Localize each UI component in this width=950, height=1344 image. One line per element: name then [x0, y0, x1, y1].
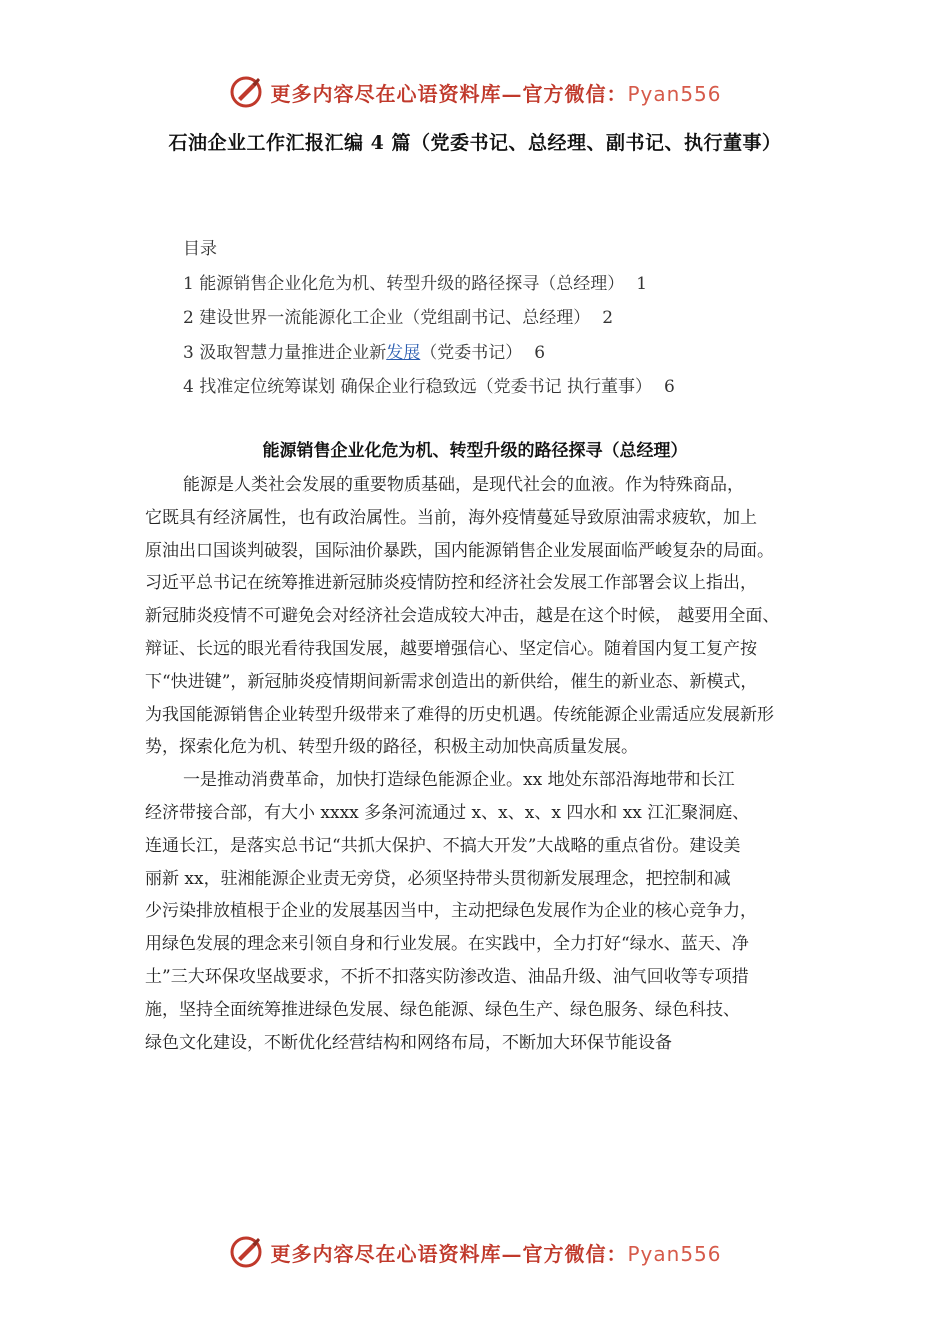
paragraph-line: 新冠肺炎疫情不可避免会对经济社会造成较大冲击，越是在这个时候， 越要用全面、 — [145, 606, 780, 627]
document-title: 石油企业工作汇报汇编 4 篇（党委书记、总经理、副书记、执行董事） — [168, 132, 782, 154]
toc-item-page: 6 — [534, 342, 546, 363]
header-banner — [0, 72, 950, 112]
paragraph-line: 势，探索化危为机、转型升级的路径，积极主动加快高质量发展。 — [145, 737, 638, 758]
paragraph-line: 土”三大环保攻坚战要求，不折不扣落实防渗改造、油品升级、油气回收等专项措 — [145, 966, 749, 987]
paragraph-line: 少污染排放植根于企业的发展基因当中，主动把绿色发展作为企业的核心竞争力， — [145, 901, 757, 922]
section-body — [145, 469, 815, 1059]
brand-logo-icon — [228, 1234, 264, 1270]
brand-logo-icon — [228, 74, 264, 110]
paragraph-line: 下“快进键”，新冠肺炎疫情期间新需求创造出的新供给，催生的新业态、新模式， — [145, 671, 758, 692]
banner-text — [270, 78, 721, 107]
toc-item-label: 3 汲取智慧力量推进企业新 — [183, 342, 387, 363]
toc-item-label: 2 建设世界一流能源化工企业（党组副书记、总经理） — [183, 308, 591, 329]
paragraph-line: 丽新 xx，驻湘能源企业责无旁贷，必须坚持带头贯彻新发展理念，把控制和减 — [145, 868, 731, 889]
toc-item[interactable] — [183, 301, 675, 336]
banner-label: 更多内容尽在心语资料库—官方微信： — [270, 1241, 628, 1266]
banner-wechat-id: Pyan556 — [627, 81, 722, 106]
paragraph-line: 习近平总书记在统筹推进新冠肺炎疫情防控和经济社会发展工作部署会议上指出， — [145, 573, 757, 594]
toc-item-page: 2 — [602, 308, 614, 329]
toc-item-label-suffix: （党委书记） — [420, 342, 523, 363]
paragraph-line: 能源是人类社会发展的重要物质基础，是现代社会的血液。作为特殊商品， — [183, 475, 744, 495]
toc-item[interactable] — [183, 267, 675, 302]
paragraph-line: 辩证、长远的眼光看待我国发展，越要增强信心、坚定信心。随着国内复工复产按 — [145, 638, 757, 659]
paragraph-line: 绿色文化建设，不断优化经营结构和网络布局，不断加大环保节能设备 — [145, 1032, 672, 1053]
paragraph-line: 用绿色发展的理念来引领自身和行业发展。在实践中，全力打好“绿水、蓝天、净 — [145, 934, 749, 955]
toc-item-page: 6 — [664, 377, 675, 398]
toc-item[interactable] — [183, 370, 675, 405]
paragraph-line: 连通长江，是落实总书记“共抓大保护、不搞大开发”大战略的重点省份。建设美 — [145, 835, 741, 856]
paragraph-line: 它既具有经济属性，也有政治属性。当前，海外疫情蔓延导致原油需求疲软，加上 — [145, 507, 757, 528]
toc-heading: 目录 — [183, 239, 217, 259]
paragraph-line: 为我国能源销售企业转型升级带来了难得的历史机遇。传统能源企业需适应发展新形 — [145, 704, 774, 725]
toc-item-page: 1 — [636, 273, 648, 294]
banner-text — [270, 1238, 721, 1267]
toc-item-label: 4 找准定位统筹谋划 确保企业行稳致远（党委书记 执行董事） — [183, 377, 653, 398]
paragraph-line: 施，坚持全面统筹推进绿色发展、绿色能源、绿色生产、绿色服务、绿色科技、 — [145, 999, 740, 1020]
footer-banner — [0, 1232, 950, 1272]
paragraph-line: 经济带接合部，有大小 xxxx 多条河流通过 x、x、x、x 四水和 xx 江汇聚洞庭、 — [145, 802, 750, 823]
toc-item-label: 1 能源销售企业化危为机、转型升级的路径探寻（总经理） — [183, 273, 625, 294]
table-of-contents — [183, 232, 675, 405]
paragraph-line: 原油出口国谈判破裂，国际油价暴跌，国内能源销售企业发展面临严峻复杂的局面。 — [145, 540, 774, 561]
section-title: 能源销售企业化危为机、转型升级的路径探寻（总经理） — [262, 441, 688, 461]
paragraph-line: 一是推动消费革命，加快打造绿色能源企业。xx 地处东部沿海地带和长江 — [183, 770, 735, 791]
banner-wechat-id: Pyan556 — [627, 1241, 722, 1266]
toc-item[interactable] — [183, 336, 675, 371]
banner-label: 更多内容尽在心语资料库—官方微信： — [270, 81, 628, 106]
toc-item-link[interactable]: 发展 — [386, 342, 421, 363]
